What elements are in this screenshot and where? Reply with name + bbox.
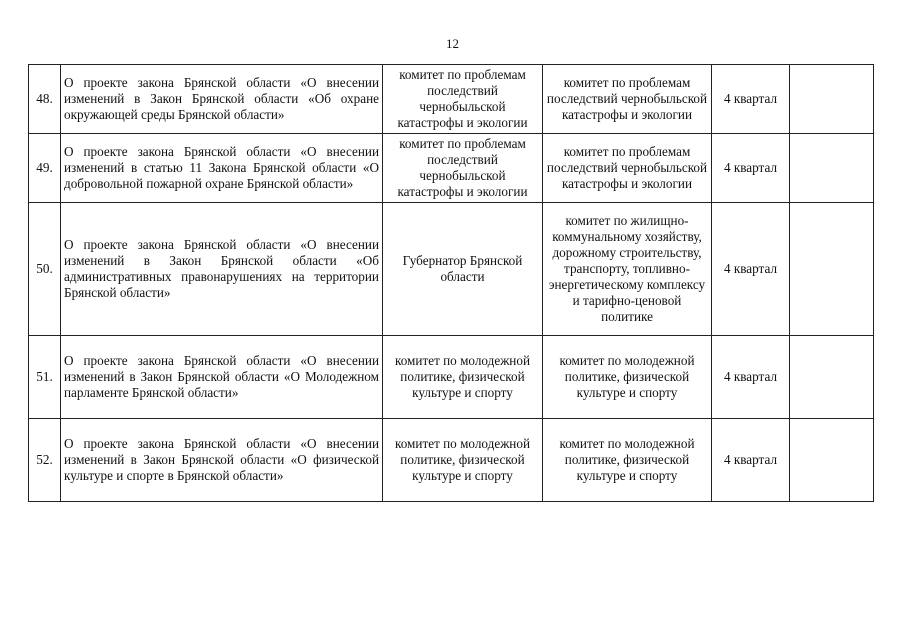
note-cell (790, 336, 874, 419)
responsible-committee-cell: комитет по жилищно-коммунальному хозяйству, дорожному строительству, транспорту, топливно-энергетическому комплексу и тарифно-ценовой политике (543, 203, 712, 336)
term-cell: 4 квартал (712, 203, 790, 336)
legislative-plan-table (28, 64, 874, 502)
row-number: 49. (29, 134, 61, 203)
term-cell: 4 квартал (712, 65, 790, 134)
table-row (29, 419, 874, 502)
page-number: 12 (446, 36, 459, 51)
term-cell: 4 квартал (712, 336, 790, 419)
row-number: 48. (29, 65, 61, 134)
note-cell (790, 203, 874, 336)
responsible-committee-cell: комитет по молодежной политике, физической культуре и спорту (543, 419, 712, 502)
bill-title: О проекте закона Брянской области «О внесении изменений в Закон Брянской области «О Молодежном парламенте Брянской области» (61, 336, 383, 419)
table-row (29, 65, 874, 134)
preparer-cell: комитет по проблемам последствий чернобыльской катастрофы и экологии (383, 134, 543, 203)
preparer-cell: Губернатор Брянской области (383, 203, 543, 336)
table-row (29, 336, 874, 419)
table-row (29, 134, 874, 203)
note-cell (790, 65, 874, 134)
row-number: 50. (29, 203, 61, 336)
responsible-committee-cell: комитет по проблемам последствий чернобыльской катастрофы и экологии (543, 134, 712, 203)
bill-title: О проекте закона Брянской области «О внесении изменений в Закон Брянской области «Об охране окружающей среды Брянской области» (61, 65, 383, 134)
preparer-cell: комитет по проблемам последствий чернобыльской катастрофы и экологии (383, 65, 543, 134)
bill-title: О проекте закона Брянской области «О внесении изменений в Закон Брянской области «Об административных правонарушениях на территории Брянской области» (61, 203, 383, 336)
term-cell: 4 квартал (712, 134, 790, 203)
preparer-cell: комитет по молодежной политике, физической культуре и спорту (383, 419, 543, 502)
responsible-committee-cell: комитет по проблемам последствий чернобыльской катастрофы и экологии (543, 65, 712, 134)
bill-title: О проекте закона Брянской области «О внесении изменений в Закон Брянской области «О физической культуре и спорте в Брянской области» (61, 419, 383, 502)
term-cell: 4 квартал (712, 419, 790, 502)
table-row (29, 203, 874, 336)
responsible-committee-cell: комитет по молодежной политике, физической культуре и спорту (543, 336, 712, 419)
note-cell (790, 134, 874, 203)
bill-title: О проекте закона Брянской области «О внесении изменений в статью 11 Закона Брянской области «О добровольной пожарной охране Брянской области» (61, 134, 383, 203)
row-number: 52. (29, 419, 61, 502)
preparer-cell: комитет по молодежной политике, физической культуре и спорту (383, 336, 543, 419)
row-number: 51. (29, 336, 61, 419)
note-cell (790, 419, 874, 502)
